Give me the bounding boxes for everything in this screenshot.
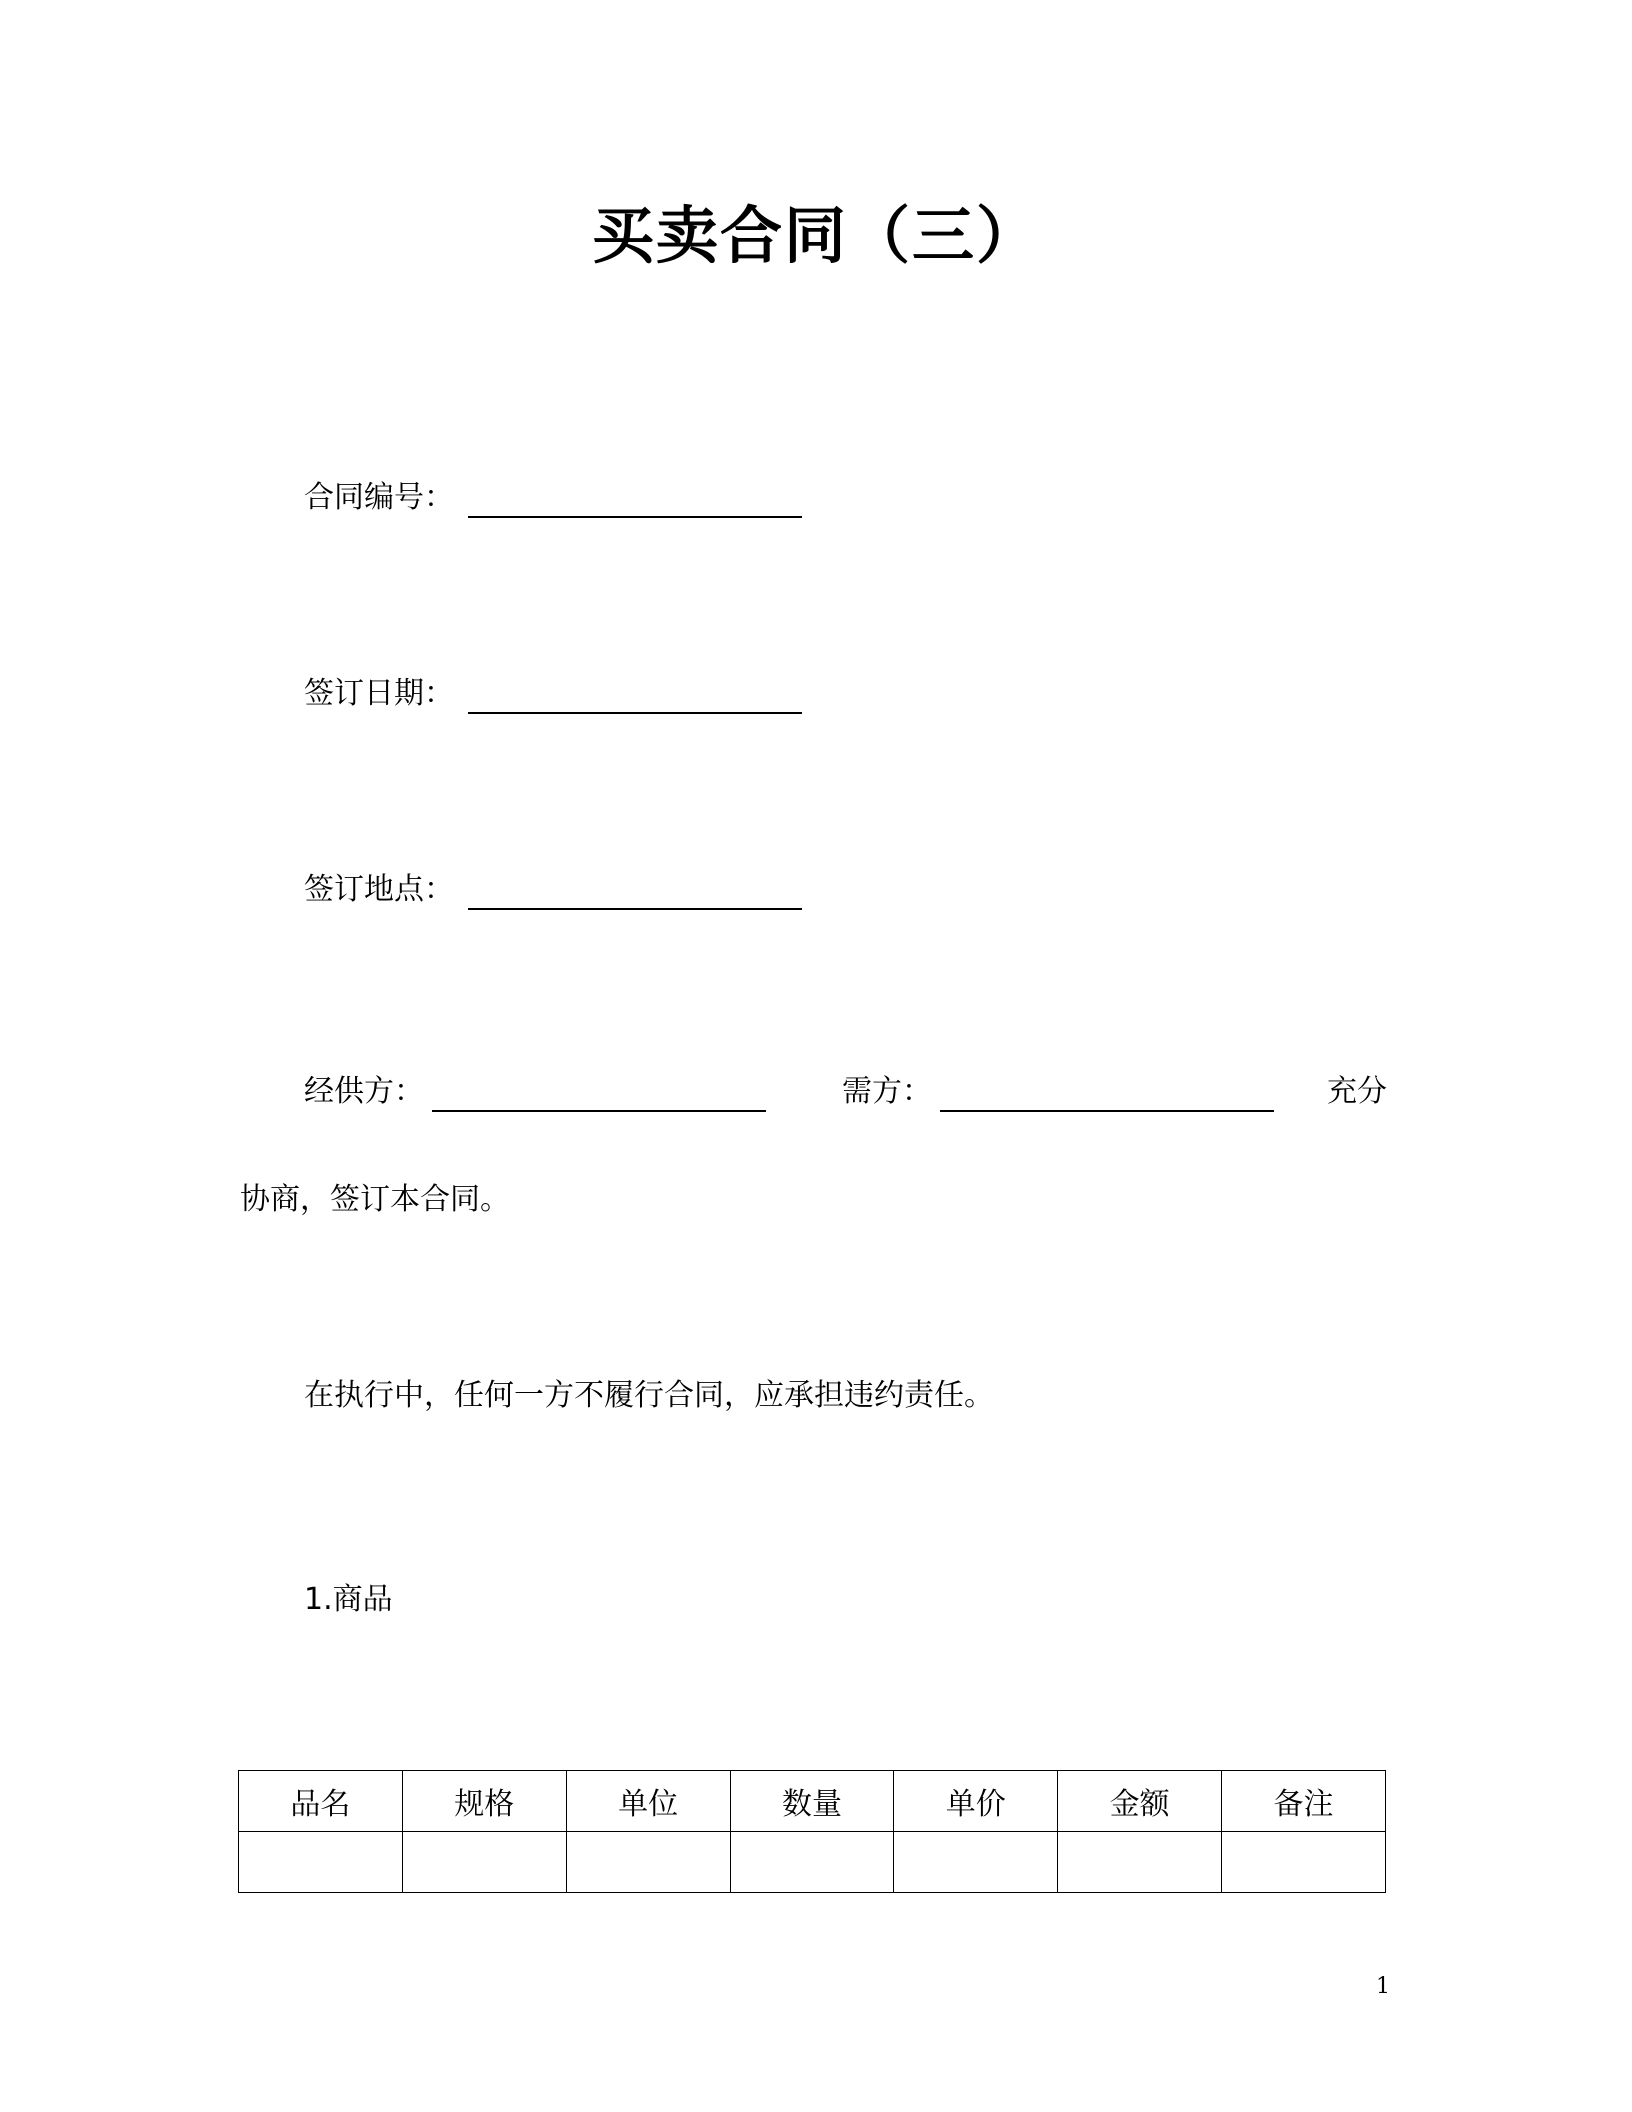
page-number: 1 <box>1376 1974 1390 1999</box>
buyer-field <box>842 1072 1274 1112</box>
cell-amount[interactable] <box>1058 1832 1222 1893</box>
header-product-name: 品名 <box>239 1771 403 1832</box>
goods-table <box>238 1770 1386 1893</box>
header-remarks: 备注 <box>1222 1771 1386 1832</box>
cell-quantity[interactable] <box>730 1832 894 1893</box>
contract-number-blank[interactable] <box>468 480 802 518</box>
header-quantity: 数量 <box>730 1771 894 1832</box>
cell-product-name[interactable] <box>239 1832 403 1893</box>
parties-row <box>304 1068 1387 1118</box>
cell-specification[interactable] <box>402 1832 566 1893</box>
sign-date-label: 签订日期： <box>304 676 454 711</box>
buyer-label: 需方： <box>842 1074 932 1109</box>
trailing-text: 充分 <box>1327 1074 1387 1109</box>
buyer-blank[interactable] <box>940 1074 1274 1112</box>
table-row <box>239 1832 1386 1893</box>
supplier-label: 经供方： <box>304 1074 424 1109</box>
cell-unit[interactable] <box>566 1832 730 1893</box>
liability-clause: 在执行中，任何一方不履行合同，应承担违约责任。 <box>304 1378 994 1413</box>
sign-place-blank[interactable] <box>468 872 802 910</box>
sign-place-field <box>304 862 802 910</box>
sign-date-blank[interactable] <box>468 676 802 714</box>
sign-date-field <box>304 666 802 714</box>
header-unit: 单位 <box>566 1771 730 1832</box>
document-title: 买卖合同（三） <box>591 199 1040 272</box>
continuation-text: 协商，签订本合同。 <box>240 1182 510 1217</box>
header-unit-price: 单价 <box>894 1771 1058 1832</box>
sign-place-label: 签订地点： <box>304 872 454 907</box>
header-specification: 规格 <box>402 1771 566 1832</box>
contract-number-label: 合同编号： <box>304 480 454 515</box>
cell-unit-price[interactable] <box>894 1832 1058 1893</box>
supplier-blank[interactable] <box>432 1074 766 1112</box>
cell-remarks[interactable] <box>1222 1832 1386 1893</box>
header-amount: 金额 <box>1058 1771 1222 1832</box>
supplier-field <box>304 1072 766 1112</box>
contract-number-field <box>304 470 802 518</box>
goods-table-header-row <box>239 1771 1386 1832</box>
section-heading-goods: 1.商品 <box>304 1582 393 1617</box>
parties-trailing-text <box>1327 1072 1387 1112</box>
